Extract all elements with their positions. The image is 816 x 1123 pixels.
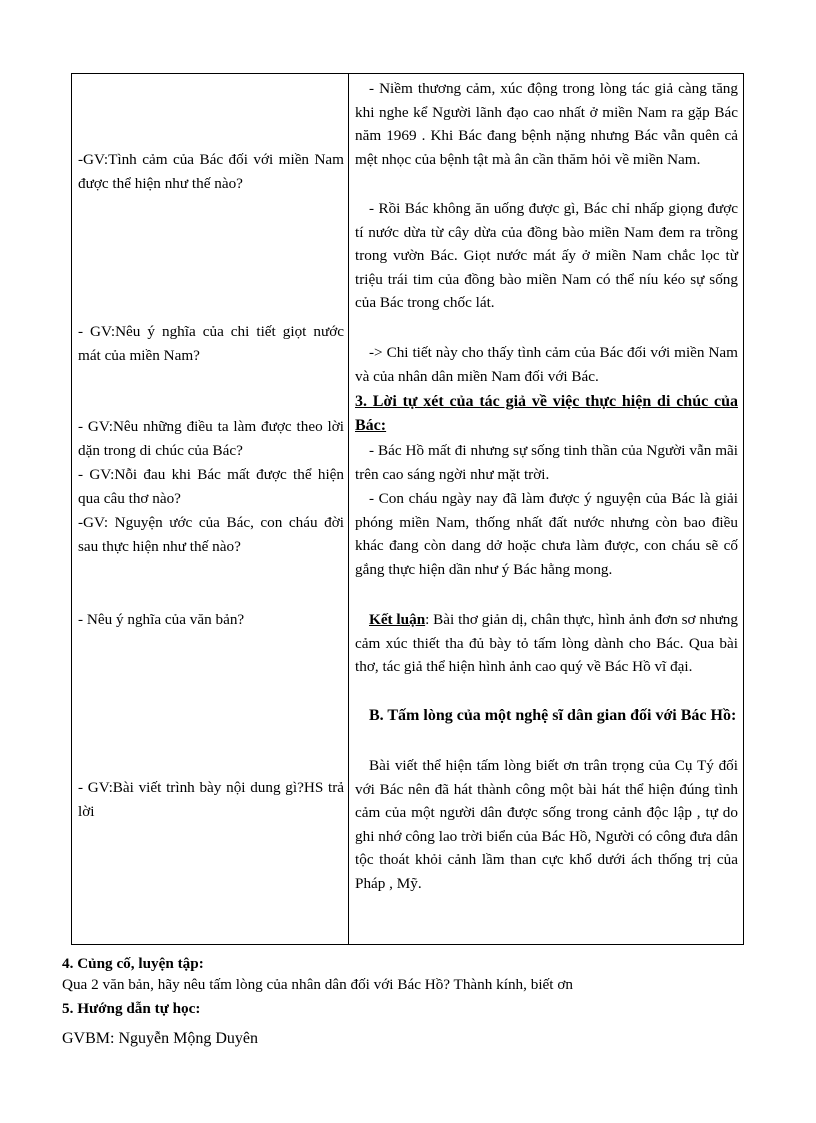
paragraph-spiritual-life: - Bác Hồ mất đi nhưng sự sống tinh thần của Người vẫn mãi trên cao sáng ngời như mặt trời. bbox=[355, 442, 738, 483]
lesson-table bbox=[71, 73, 744, 945]
ket-luan-text: : Bài thơ giản dị, chân thực, hình ảnh đơn sơ nhưng cảm xúc thiết tha đủ bày tỏ tấm lòng dành cho Bác. Qua bài thơ, tác giả thể hiện hình ảnh cao quý về Bác Hồ vĩ đại. bbox=[355, 611, 738, 675]
question-meaning: - Nêu ý nghĩa của văn bản? bbox=[78, 611, 245, 628]
teacher-signature: GVBM: Nguyễn Mộng Duyên bbox=[62, 1030, 258, 1047]
section-4-title: 4. Củng cố, luyện tập: bbox=[62, 955, 204, 972]
section-4-text: Qua 2 văn bản, hãy nêu tấm lòng của nhân dân đối với Bác Hồ? Thành kính, biết ơn bbox=[62, 976, 573, 993]
paragraph-coconut-water: - Rồi Bác không ăn uống được gì, Bác chỉ nhấp giọng được tí nước dừa từ cây dừa của đồng bào miền Nam đem ra trồng trong vườn Bác. Giọt nước mát ấy ở miền Nam chắc lọc từ triệu trái tim của đồng bào miền Nam có thể níu kéo sự sống của Bác trong chốc lát. bbox=[355, 200, 738, 311]
paragraph-ket-luan bbox=[355, 608, 738, 679]
question-water-drop: - GV:Nêu ý nghĩa của chi tiết giọt nước mát của miền Nam? bbox=[78, 323, 344, 364]
paragraph-descendants: - Con cháu ngày nay đã làm được ý nguyện của Bác là giải phóng miền Nam, thống nhất đất nước nhưng còn bao điều khác đang còn dang dở hoặc chưa làm được, con cháu sẽ cố gắng thực hiện dần như ý Bác hằng mong. bbox=[355, 490, 738, 578]
ket-luan-label: Kết luận bbox=[369, 611, 426, 628]
question-wish: -GV: Nguyện ước của Bác, con cháu đời sau thực hiện như thế nào? bbox=[78, 514, 344, 555]
paragraph-compassion: - Niềm thương cảm, xúc động trong lòng tác giả càng tăng khi nghe kể Người lãnh đạo cao nhất ở miền Nam ra gặp Bác năm 1969 . Khi Bác đang bệnh nặng nhưng Bác vẫn quên cả mệt nhọc của bệnh tật mà ân cần thăm hỏi về miền Nam. bbox=[355, 80, 738, 168]
paragraph-cu-ty: Bài viết thể hiện tấm lòng biết ơn trân trọng của Cụ Tý đối với Bác nên đã hát thành công một bài hát thể hiện đúng tình cảm của một người dân được sống trong cảnh độc lập , tự do ghi nhớ công lao trời biển của Bác Hồ, Người có công đưa dân tộc thoát khỏi cảnh lầm than cực khổ dưới ách thống trị của Pháp , Mỹ. bbox=[355, 757, 738, 892]
content-column bbox=[355, 74, 738, 944]
question-testament: - GV:Nêu những điều ta làm được theo lời dặn trong di chúc của Bác? bbox=[78, 418, 344, 459]
section-5-title: 5. Hướng dẫn tự học: bbox=[62, 1000, 201, 1017]
paragraph-conclusion-detail: -> Chi tiết này cho thấy tình cảm của Bác đối với miền Nam và của nhân dân miền Nam đối với Bác. bbox=[355, 344, 738, 385]
heading-self-review: 3. Lời tự xét của tác giả về việc thực hiện di chúc của Bác: bbox=[355, 393, 738, 434]
teacher-questions-column bbox=[78, 74, 344, 944]
column-divider bbox=[348, 74, 349, 944]
question-content: - GV:Bài viết trình bày nội dung gì?HS trả lời bbox=[78, 779, 344, 820]
question-grief-verse: - GV:Nỗi đau khi Bác mất được thể hiện qua câu thơ nào? bbox=[78, 466, 344, 507]
question-feelings-south: -GV:Tình cảm của Bác đối với miền Nam được thể hiện như thế nào? bbox=[78, 151, 344, 192]
heading-section-b: B. Tấm lòng của một nghệ sĩ dân gian đối với Bác Hồ: bbox=[369, 707, 737, 724]
